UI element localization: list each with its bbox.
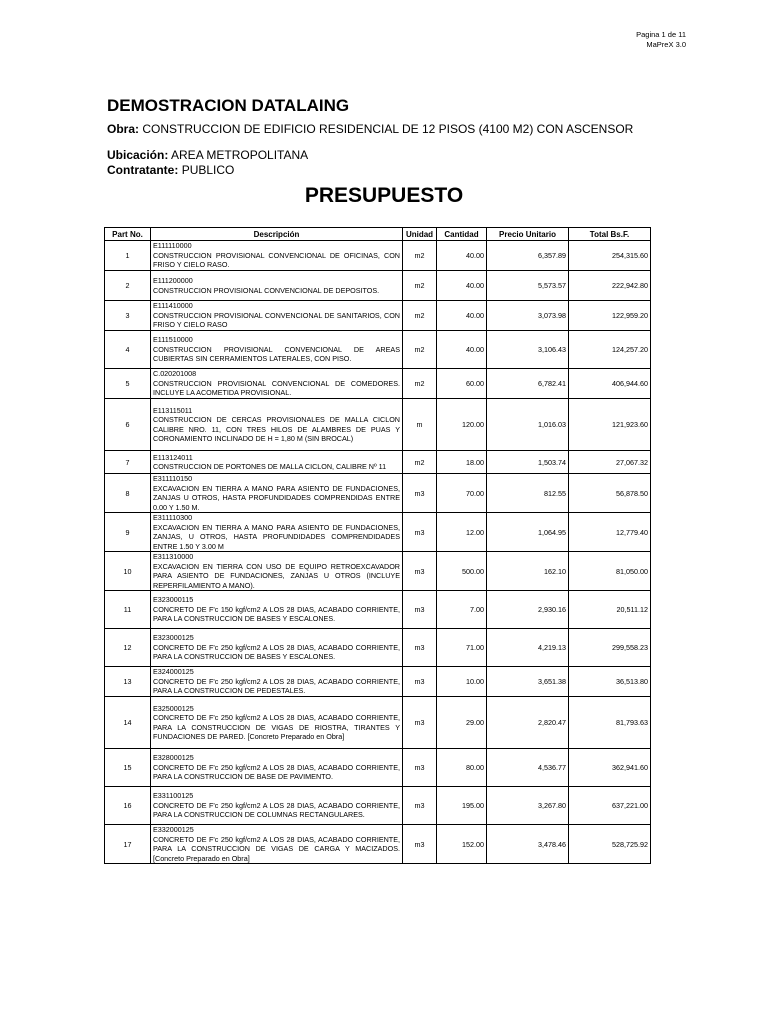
table-row bbox=[105, 591, 651, 629]
unit-price-cell: 1,016.03 bbox=[487, 399, 569, 451]
item-code: E111410000 bbox=[153, 301, 193, 311]
quantity-cell: 40.00 bbox=[437, 271, 487, 301]
item-description: EXCAVACION EN TIERRA CON USO DE EQUIPO RETROEXCAVADOR PARA ASIENTO DE FUNDACIONES, ZANJAS U OTROS (INCLUYE REPERFILAMIENTO A MANO). bbox=[153, 561, 400, 590]
page-number: Pagina 1 de 11 bbox=[636, 30, 686, 39]
unit-price-cell: 4,219.13 bbox=[487, 629, 569, 667]
quantity-cell: 500.00 bbox=[437, 552, 487, 591]
quantity-cell: 71.00 bbox=[437, 629, 487, 667]
col-header-total: Total Bs.F. bbox=[569, 228, 651, 241]
description-cell bbox=[151, 552, 403, 591]
item-description: CONSTRUCCION DE PORTONES DE MALLA CICLON, CALIBRE Nº 11 bbox=[153, 462, 387, 471]
item-code: E111200000 bbox=[153, 276, 193, 285]
description-cell bbox=[151, 825, 403, 864]
item-code: E113124011 bbox=[153, 452, 193, 462]
item-code: E311110300 bbox=[153, 513, 193, 522]
item-description: CONSTRUCCION PROVISIONAL CONVENCIONAL DE COMEDORES. INCLUYE LA ACOMETIDA PROVISIONAL. bbox=[153, 378, 400, 398]
item-code: E323000125 bbox=[153, 633, 194, 643]
part-number-cell: 13 bbox=[105, 667, 151, 697]
part-number-cell: 6 bbox=[105, 399, 151, 451]
col-header-unit: Unidad bbox=[403, 228, 437, 241]
item-code: E113115011 bbox=[153, 405, 193, 415]
description-cell bbox=[151, 271, 403, 301]
item-code: E324000125 bbox=[153, 667, 194, 677]
item-description: CONSTRUCCION PROVISIONAL CONVENCIONAL DE SANITARIOS, CON FRISO Y CIELO RASO bbox=[153, 310, 400, 330]
unit-price-cell: 3,106.43 bbox=[487, 331, 569, 369]
unit-cell: m3 bbox=[403, 474, 437, 513]
unit-cell: m3 bbox=[403, 552, 437, 591]
total-cell: 121,923.60 bbox=[569, 399, 651, 451]
item-code: E311110150 bbox=[153, 474, 193, 483]
part-number-cell: 12 bbox=[105, 629, 151, 667]
table-row bbox=[105, 787, 651, 825]
unit-price-cell: 2,930.16 bbox=[487, 591, 569, 629]
unit-cell: m3 bbox=[403, 749, 437, 787]
unit-price-cell: 6,357.89 bbox=[487, 241, 569, 271]
unit-price-cell: 5,573.57 bbox=[487, 271, 569, 301]
quantity-cell: 60.00 bbox=[437, 369, 487, 399]
total-cell: 27,067.32 bbox=[569, 451, 651, 474]
document-title: PRESUPUESTO bbox=[304, 184, 464, 207]
unit-cell: m2 bbox=[403, 451, 437, 474]
total-cell: 406,944.60 bbox=[569, 369, 651, 399]
item-description: CONSTRUCCION PROVISIONAL CONVENCIONAL DE DEPOSITOS. bbox=[153, 285, 380, 295]
part-number-cell: 14 bbox=[105, 697, 151, 749]
total-cell: 81,793.63 bbox=[569, 697, 651, 749]
total-cell: 56,878.50 bbox=[569, 474, 651, 513]
part-number-cell: 1 bbox=[105, 241, 151, 271]
part-number-cell: 4 bbox=[105, 331, 151, 369]
quantity-cell: 18.00 bbox=[437, 451, 487, 474]
table-row bbox=[105, 399, 651, 451]
item-description: CONSTRUCCION PROVISIONAL CONVENCIONAL DE OFICINAS, CON FRISO Y CIELO RASO. bbox=[153, 250, 400, 270]
ubicacion-value: AREA METROPOLITANA bbox=[171, 148, 309, 162]
part-number-cell: 8 bbox=[105, 474, 151, 513]
part-number-cell: 15 bbox=[105, 749, 151, 787]
table-row bbox=[105, 629, 651, 667]
unit-cell: m2 bbox=[403, 241, 437, 271]
part-number-cell: 11 bbox=[105, 591, 151, 629]
obra-label: Obra: bbox=[107, 122, 140, 136]
table-row bbox=[105, 825, 651, 864]
quantity-cell: 10.00 bbox=[437, 667, 487, 697]
description-cell bbox=[151, 749, 403, 787]
description-cell bbox=[151, 591, 403, 629]
col-header-quantity: Cantidad bbox=[437, 228, 487, 241]
quantity-cell: 120.00 bbox=[437, 399, 487, 451]
quantity-cell: 195.00 bbox=[437, 787, 487, 825]
total-cell: 12,779.40 bbox=[569, 513, 651, 552]
quantity-cell: 80.00 bbox=[437, 749, 487, 787]
table-row bbox=[105, 697, 651, 749]
item-code: E328000125 bbox=[153, 753, 194, 763]
unit-cell: m3 bbox=[403, 825, 437, 864]
table-body bbox=[105, 241, 651, 864]
item-description: CONSTRUCCION DE CERCAS PROVISIONALES DE MALLA CICLON CALIBRE NRO. 11, CON TRES HILOS DE ALAMBRES DE PUAS Y CORONAMIENTO INCLINADO DE H = 1,80 M (SIN BROCAL) bbox=[153, 415, 400, 443]
part-number-cell: 16 bbox=[105, 787, 151, 825]
col-header-description: Descripción bbox=[151, 228, 403, 241]
obra-value: CONSTRUCCION DE EDIFICIO RESIDENCIAL DE 12 PISOS (4100 M2) CON ASCENSOR bbox=[142, 122, 634, 136]
description-cell bbox=[151, 667, 403, 697]
item-description: EXCAVACION EN TIERRA A MANO PARA ASIENTO DE FUNDACIONES, ZANJAS U OTROS, HASTA PROFUNDIDADES COMPRENDIDAS ENTRE 0.00 Y 1.50 M. bbox=[153, 483, 400, 512]
ubicacion-line bbox=[107, 148, 308, 162]
company-name: DEMOSTRACION DATALAING bbox=[107, 96, 350, 115]
item-description: CONCRETO DE F'c 250 kgf/cm2 A LOS 28 DIAS, ACABADO CORRIENTE, PARA LA CONSTRUCCION DE BASES Y ESCALONES. bbox=[153, 642, 400, 662]
contratante-line bbox=[107, 163, 234, 177]
unit-price-cell: 6,782.41 bbox=[487, 369, 569, 399]
table-row bbox=[105, 474, 651, 513]
unit-price-cell: 3,478.46 bbox=[487, 825, 569, 864]
item-description: CONCRETO DE F'c 250 kgf/cm2 A LOS 28 DIAS, ACABADO CORRIENTE, PARA LA CONSTRUCCION DE VIGAS DE CARGA Y MACIZADOS. [Concreto Preparado en Obra] bbox=[153, 834, 400, 863]
unit-cell: m3 bbox=[403, 787, 437, 825]
item-code: E111110000 bbox=[153, 241, 192, 251]
item-code: E323000115 bbox=[153, 595, 194, 605]
table-row bbox=[105, 513, 651, 552]
unit-cell: m3 bbox=[403, 513, 437, 552]
total-cell: 81,050.00 bbox=[569, 552, 651, 591]
total-cell: 254,315.60 bbox=[569, 241, 651, 271]
total-cell: 222,942.80 bbox=[569, 271, 651, 301]
part-number-cell: 2 bbox=[105, 271, 151, 301]
part-number-cell: 5 bbox=[105, 369, 151, 399]
description-cell bbox=[151, 451, 403, 474]
quantity-cell: 40.00 bbox=[437, 241, 487, 271]
contratante-value: PUBLICO bbox=[181, 163, 235, 177]
quantity-cell: 40.00 bbox=[437, 301, 487, 331]
total-cell: 528,725.92 bbox=[569, 825, 651, 864]
quantity-cell: 7.00 bbox=[437, 591, 487, 629]
description-cell bbox=[151, 787, 403, 825]
total-cell: 124,257.20 bbox=[569, 331, 651, 369]
quantity-cell: 70.00 bbox=[437, 474, 487, 513]
total-cell: 36,513.80 bbox=[569, 667, 651, 697]
unit-cell: m2 bbox=[403, 271, 437, 301]
item-description: CONCRETO DE F'c 250 kgf/cm2 A LOS 28 DIAS, ACABADO CORRIENTE, PARA LA CONSTRUCCION DE VIGAS DE RIOSTRA, TIRANTES Y FUNDACIONES DE PARED. [Concreto Preparado en Obra] bbox=[153, 713, 400, 741]
table-row bbox=[105, 667, 651, 697]
total-cell: 20,511.12 bbox=[569, 591, 651, 629]
item-code: E325000125 bbox=[153, 703, 194, 713]
description-cell bbox=[151, 241, 403, 271]
table-row bbox=[105, 749, 651, 787]
total-cell: 362,941.60 bbox=[569, 749, 651, 787]
unit-price-cell: 812.55 bbox=[487, 474, 569, 513]
obra-line bbox=[107, 122, 633, 136]
quantity-cell: 29.00 bbox=[437, 697, 487, 749]
quantity-cell: 152.00 bbox=[437, 825, 487, 864]
description-cell bbox=[151, 513, 403, 552]
part-number-cell: 7 bbox=[105, 451, 151, 474]
part-number-cell: 10 bbox=[105, 552, 151, 591]
item-description: CONCRETO DE F'c 250 kgf/cm2 A LOS 28 DIAS, ACABADO CORRIENTE, PARA LA CONSTRUCCION DE PEDESTALES. bbox=[153, 676, 400, 696]
description-cell bbox=[151, 399, 403, 451]
contratante-label: Contratante: bbox=[107, 163, 179, 177]
total-cell: 637,221.00 bbox=[569, 787, 651, 825]
budget-table bbox=[104, 227, 651, 864]
unit-price-cell: 1,064.95 bbox=[487, 513, 569, 552]
table-row bbox=[105, 241, 651, 271]
total-cell: 122,959.20 bbox=[569, 301, 651, 331]
item-description: CONCRETO DE F'c 250 kgf/cm2 A LOS 28 DIAS, ACABADO CORRIENTE, PARA LA CONSTRUCCION DE COLUMNAS RECTANGULARES. bbox=[153, 800, 400, 820]
description-cell bbox=[151, 629, 403, 667]
unit-cell: m2 bbox=[403, 369, 437, 399]
table-row bbox=[105, 369, 651, 399]
description-cell bbox=[151, 474, 403, 513]
unit-cell: m3 bbox=[403, 629, 437, 667]
part-number-cell: 9 bbox=[105, 513, 151, 552]
unit-cell: m3 bbox=[403, 591, 437, 629]
table-row bbox=[105, 451, 651, 474]
software-version: MaPreX 3.0 bbox=[646, 40, 686, 49]
description-cell bbox=[151, 697, 403, 749]
item-description: CONSTRUCCION PROVISIONAL CONVENCIONAL DE AREAS CUBIERTAS SIN CERRAMIENTOS LATERALES, CON PISO. bbox=[153, 344, 400, 364]
table-row bbox=[105, 552, 651, 591]
quantity-cell: 40.00 bbox=[437, 331, 487, 369]
table-row bbox=[105, 331, 651, 369]
unit-price-cell: 3,267.80 bbox=[487, 787, 569, 825]
item-description: CONCRETO DE F'c 250 kgf/cm2 A LOS 28 DIAS, ACABADO CORRIENTE, PARA LA CONSTRUCCION DE BASE DE PAVIMENTO. bbox=[153, 762, 400, 782]
item-code: E331100125 bbox=[153, 791, 194, 801]
unit-price-cell: 2,820.47 bbox=[487, 697, 569, 749]
description-cell bbox=[151, 301, 403, 331]
unit-cell: m bbox=[403, 399, 437, 451]
unit-price-cell: 4,536.77 bbox=[487, 749, 569, 787]
item-code: C.020201008 bbox=[153, 369, 197, 379]
unit-price-cell: 3,073.98 bbox=[487, 301, 569, 331]
unit-price-cell: 3,651.38 bbox=[487, 667, 569, 697]
quantity-cell: 12.00 bbox=[437, 513, 487, 552]
unit-cell: m2 bbox=[403, 331, 437, 369]
unit-cell: m2 bbox=[403, 301, 437, 331]
unit-price-cell: 162.10 bbox=[487, 552, 569, 591]
unit-cell: m3 bbox=[403, 667, 437, 697]
description-cell bbox=[151, 369, 403, 399]
ubicacion-label: Ubicación: bbox=[107, 148, 169, 162]
item-code: E111510000 bbox=[153, 335, 193, 345]
description-cell bbox=[151, 331, 403, 369]
table-header-row bbox=[105, 228, 651, 241]
item-description: EXCAVACION EN TIERRA A MANO PARA ASIENTO DE FUNDACIONES, ZANJAS, U OTROS, HASTA PROFUNDIDADES COMPRENDIDADES ENTRE 1.50 Y 3.00 M bbox=[153, 522, 400, 551]
unit-price-cell: 1,503.74 bbox=[487, 451, 569, 474]
col-header-unit-price: Precio Unitario bbox=[487, 228, 569, 241]
unit-cell: m3 bbox=[403, 697, 437, 749]
col-header-part: Part No. bbox=[105, 228, 151, 241]
item-description: CONCRETO DE F'c 150 kgf/cm2 A LOS 28 DIAS, ACABADO CORRIENTE, PARA LA CONSTRUCCION DE BASES Y ESCALONES. bbox=[153, 604, 400, 624]
item-code: E311310000 bbox=[153, 552, 194, 561]
total-cell: 299,558.23 bbox=[569, 629, 651, 667]
table-row bbox=[105, 301, 651, 331]
part-number-cell: 3 bbox=[105, 301, 151, 331]
part-number-cell: 17 bbox=[105, 825, 151, 864]
table-row bbox=[105, 271, 651, 301]
item-code: E332000125 bbox=[153, 825, 194, 834]
page-info bbox=[636, 30, 686, 50]
